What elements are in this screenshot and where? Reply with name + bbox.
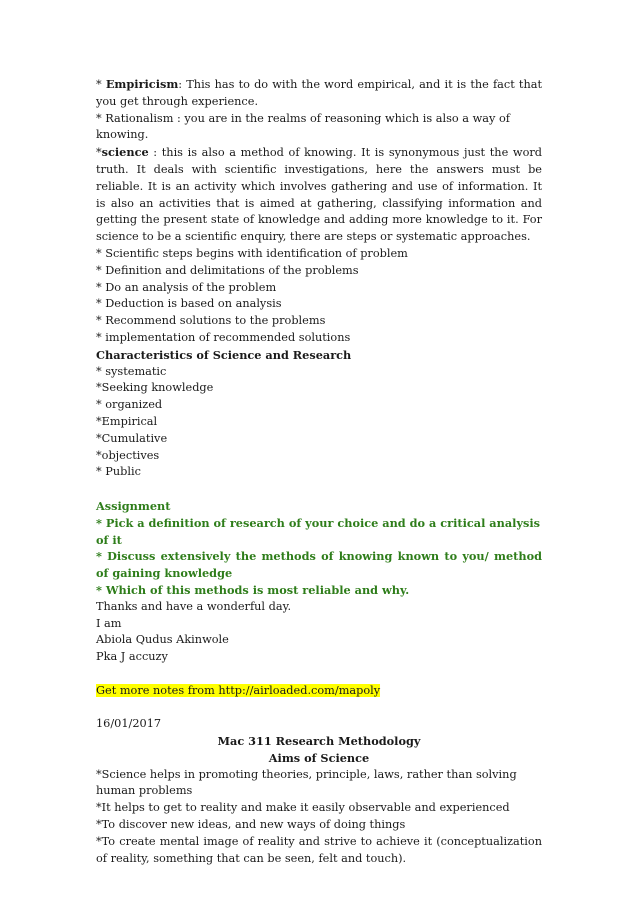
- signoff-line: I am: [96, 616, 122, 630]
- page-content: [96, 76, 542, 867]
- empiricism-paragraph: * Empiricism: This has to do with the word empirical, and it is the fact that you get through experience.: [96, 77, 542, 108]
- signoff-line: Abiola Qudus Akinwole: [96, 633, 229, 647]
- notes-line: [96, 683, 542, 700]
- assignment-item: * Which of this methods is most reliable and why.: [96, 582, 410, 597]
- course-title: Mac 311 Research Methodology: [217, 734, 421, 749]
- assignment-heading: Assignment: [96, 498, 171, 513]
- list-item: *Seeking knowledge: [96, 381, 214, 395]
- list-item: * Scientific steps begins with identification of problem: [96, 246, 408, 260]
- list-item: * Public: [96, 465, 141, 479]
- aims-heading: Aims of Science: [268, 750, 370, 765]
- characteristics-heading: Characteristics of Science and Research: [96, 347, 352, 362]
- list-item: *objectives: [96, 448, 160, 462]
- list-item: * Deduction is based on analysis: [96, 297, 282, 311]
- notes-link[interactable]: Get more notes from http://airloaded.com/mapoly: [96, 683, 381, 697]
- characteristics-list: [96, 364, 542, 482]
- list-item: * organized: [96, 398, 163, 412]
- list-item: * Recommend solutions to the problems: [96, 314, 326, 328]
- spacer: [96, 666, 542, 683]
- empiricism-text: : This has to do with the word empirical, and it is the fact that you get through experience.: [96, 78, 542, 108]
- science-term: science: [101, 145, 149, 160]
- empiricism-term: Empiricism: [105, 77, 179, 91]
- list-item: *Cumulative: [96, 431, 168, 445]
- list-item: *To create mental image of reality and strive to achieve it (conceptualization of reality, something that can be seen, felt and touch).: [96, 834, 542, 865]
- list-item: * Do an analysis of the problem: [96, 280, 277, 294]
- assignment-item: * Pick a definition of research of your choice and do a critical analysis of it: [96, 515, 541, 547]
- science-paragraph: *science : this is also a method of knowing. It is synonymous just the word truth. It deals with scientific investigations, here the answers must be reliable. It is an activity which involves gathering and use of information. It is also an activities that is aimed at gathering, classifying information and getting the present state of knowledge and adding more knowledge to it. For science to be a scientific enquiry, there are steps or systematic approaches.: [96, 145, 542, 244]
- signoff: [96, 599, 542, 666]
- signoff-line: Thanks and have a wonderful day.: [96, 599, 292, 613]
- rationalism-paragraph: * Rationalism : you are in the realms of reasoning which is also a way of knowing.: [96, 111, 510, 142]
- assignment-item: * Discuss extensively the methods of knowing known to you/ method of gaining knowledge: [96, 549, 542, 581]
- signoff-line: Pka J accuzy: [96, 650, 168, 664]
- list-item: *Science helps in promoting theories, principle, laws, rather than solving human problems: [96, 767, 517, 798]
- list-item: * implementation of recommended solutions: [96, 330, 351, 344]
- steps-list: [96, 246, 542, 347]
- science-text: : this is also a method of knowing. It is synonymous just the word truth. It deals with scientific investigations, here the answers must be reliable. It is an activity which involves gathering and use of information. It is also an activities that is aimed at gathering, classifying information and getting the present state of knowledge and adding more knowledge to it. For science to be a scientific enquiry, there are steps or systematic approaches.: [96, 146, 542, 244]
- spacer: [96, 699, 542, 716]
- list-item: * systematic: [96, 364, 167, 378]
- list-item: *It helps to get to reality and make it easily observable and experienced: [96, 801, 510, 815]
- list-item: *Empirical: [96, 414, 158, 428]
- assignment-list: [96, 515, 542, 599]
- list-item: * Definition and delimitations of the problems: [96, 263, 359, 277]
- list-item: *To discover new ideas, and new ways of doing things: [96, 818, 406, 832]
- date: 16/01/2017: [96, 717, 162, 731]
- aims-list: [96, 767, 542, 868]
- spacer: [96, 481, 542, 498]
